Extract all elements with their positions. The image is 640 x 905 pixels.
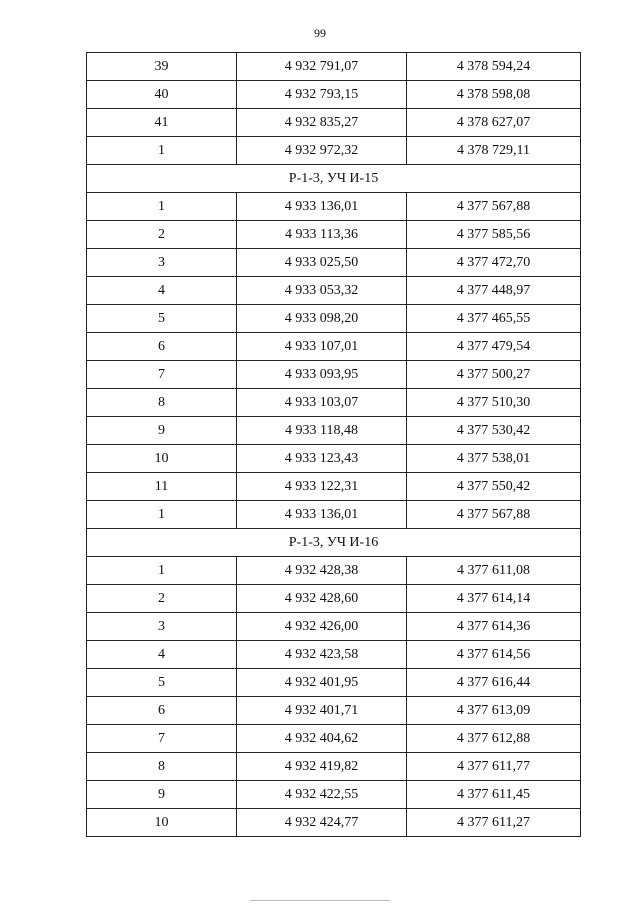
point-number-cell: 3 [87,613,237,641]
x-coordinate-cell: 4 933 136,01 [237,193,407,221]
x-coordinate-cell: 4 933 107,01 [237,333,407,361]
point-number-cell: 9 [87,417,237,445]
point-number-cell: 1 [87,501,237,529]
x-coordinate-cell: 4 933 123,43 [237,445,407,473]
x-coordinate-cell: 4 932 791,07 [237,53,407,81]
point-number-cell: 6 [87,697,237,725]
y-coordinate-cell: 4 377 500,27 [407,361,581,389]
x-coordinate-cell: 4 933 098,20 [237,305,407,333]
x-coordinate-cell: 4 933 122,31 [237,473,407,501]
y-coordinate-cell: 4 377 530,42 [407,417,581,445]
y-coordinate-cell: 4 377 611,45 [407,781,581,809]
table-row [87,613,581,641]
table-row [87,585,581,613]
table-row [87,277,581,305]
table-row [87,333,581,361]
page-number: 99 [314,26,326,40]
x-coordinate-cell: 4 932 419,82 [237,753,407,781]
y-coordinate-cell: 4 377 567,88 [407,501,581,529]
x-coordinate-cell: 4 932 423,58 [237,641,407,669]
table-row [87,473,581,501]
y-coordinate-cell: 4 377 611,77 [407,753,581,781]
coordinates-table [86,52,581,837]
point-number-cell: 1 [87,193,237,221]
x-coordinate-cell: 4 933 093,95 [237,361,407,389]
point-number-cell: 3 [87,249,237,277]
x-coordinate-cell: 4 932 424,77 [237,809,407,837]
y-coordinate-cell: 4 377 550,42 [407,473,581,501]
x-coordinate-cell: 4 932 401,95 [237,669,407,697]
table-row [87,193,581,221]
point-number-cell: 4 [87,641,237,669]
table-row [87,641,581,669]
point-number-cell: 11 [87,473,237,501]
table-row [87,137,581,165]
table-row [87,809,581,837]
section-title: Р-1-3, УЧ И-16 [87,529,581,557]
y-coordinate-cell: 4 377 616,44 [407,669,581,697]
table-row [87,417,581,445]
point-number-cell: 10 [87,445,237,473]
x-coordinate-cell: 4 932 428,38 [237,557,407,585]
y-coordinate-cell: 4 377 614,56 [407,641,581,669]
x-coordinate-cell: 4 932 428,60 [237,585,407,613]
point-number-cell: 8 [87,753,237,781]
table-row [87,669,581,697]
table-row [87,501,581,529]
point-number-cell: 10 [87,809,237,837]
x-coordinate-cell: 4 932 793,15 [237,81,407,109]
x-coordinate-cell: 4 932 422,55 [237,781,407,809]
point-number-cell: 6 [87,333,237,361]
point-number-cell: 1 [87,137,237,165]
y-coordinate-cell: 4 377 567,88 [407,193,581,221]
x-coordinate-cell: 4 932 835,27 [237,109,407,137]
section-header-row [87,165,581,193]
table-row [87,445,581,473]
section-title: Р-1-3, УЧ И-15 [87,165,581,193]
table-row [87,81,581,109]
point-number-cell: 41 [87,109,237,137]
table-row [87,725,581,753]
table-row [87,249,581,277]
point-number-cell: 2 [87,585,237,613]
point-number-cell: 5 [87,305,237,333]
x-coordinate-cell: 4 933 053,32 [237,277,407,305]
y-coordinate-cell: 4 377 465,55 [407,305,581,333]
point-number-cell: 9 [87,781,237,809]
y-coordinate-cell: 4 377 611,08 [407,557,581,585]
table-row [87,557,581,585]
table-row [87,305,581,333]
table-row [87,781,581,809]
x-coordinate-cell: 4 933 113,36 [237,221,407,249]
y-coordinate-cell: 4 378 594,24 [407,53,581,81]
point-number-cell: 2 [87,221,237,249]
y-coordinate-cell: 4 378 627,07 [407,109,581,137]
point-number-cell: 39 [87,53,237,81]
section-header-row [87,529,581,557]
y-coordinate-cell: 4 378 729,11 [407,137,581,165]
point-number-cell: 4 [87,277,237,305]
y-coordinate-cell: 4 377 448,97 [407,277,581,305]
point-number-cell: 7 [87,725,237,753]
y-coordinate-cell: 4 377 612,88 [407,725,581,753]
table-row [87,221,581,249]
y-coordinate-cell: 4 377 613,09 [407,697,581,725]
table-row [87,697,581,725]
point-number-cell: 5 [87,669,237,697]
x-coordinate-cell: 4 932 401,71 [237,697,407,725]
bottom-rule [250,900,390,901]
point-number-cell: 7 [87,361,237,389]
table-row [87,361,581,389]
table-row [87,53,581,81]
y-coordinate-cell: 4 377 585,56 [407,221,581,249]
table-row [87,389,581,417]
x-coordinate-cell: 4 933 118,48 [237,417,407,445]
point-number-cell: 8 [87,389,237,417]
table-row [87,753,581,781]
x-coordinate-cell: 4 933 136,01 [237,501,407,529]
x-coordinate-cell: 4 932 972,32 [237,137,407,165]
x-coordinate-cell: 4 932 404,62 [237,725,407,753]
coordinates-table-body [87,53,581,837]
x-coordinate-cell: 4 933 103,07 [237,389,407,417]
y-coordinate-cell: 4 377 538,01 [407,445,581,473]
y-coordinate-cell: 4 377 472,70 [407,249,581,277]
y-coordinate-cell: 4 377 614,36 [407,613,581,641]
y-coordinate-cell: 4 377 510,30 [407,389,581,417]
y-coordinate-cell: 4 377 614,14 [407,585,581,613]
x-coordinate-cell: 4 932 426,00 [237,613,407,641]
y-coordinate-cell: 4 378 598,08 [407,81,581,109]
point-number-cell: 1 [87,557,237,585]
y-coordinate-cell: 4 377 479,54 [407,333,581,361]
table-row [87,109,581,137]
y-coordinate-cell: 4 377 611,27 [407,809,581,837]
x-coordinate-cell: 4 933 025,50 [237,249,407,277]
point-number-cell: 40 [87,81,237,109]
